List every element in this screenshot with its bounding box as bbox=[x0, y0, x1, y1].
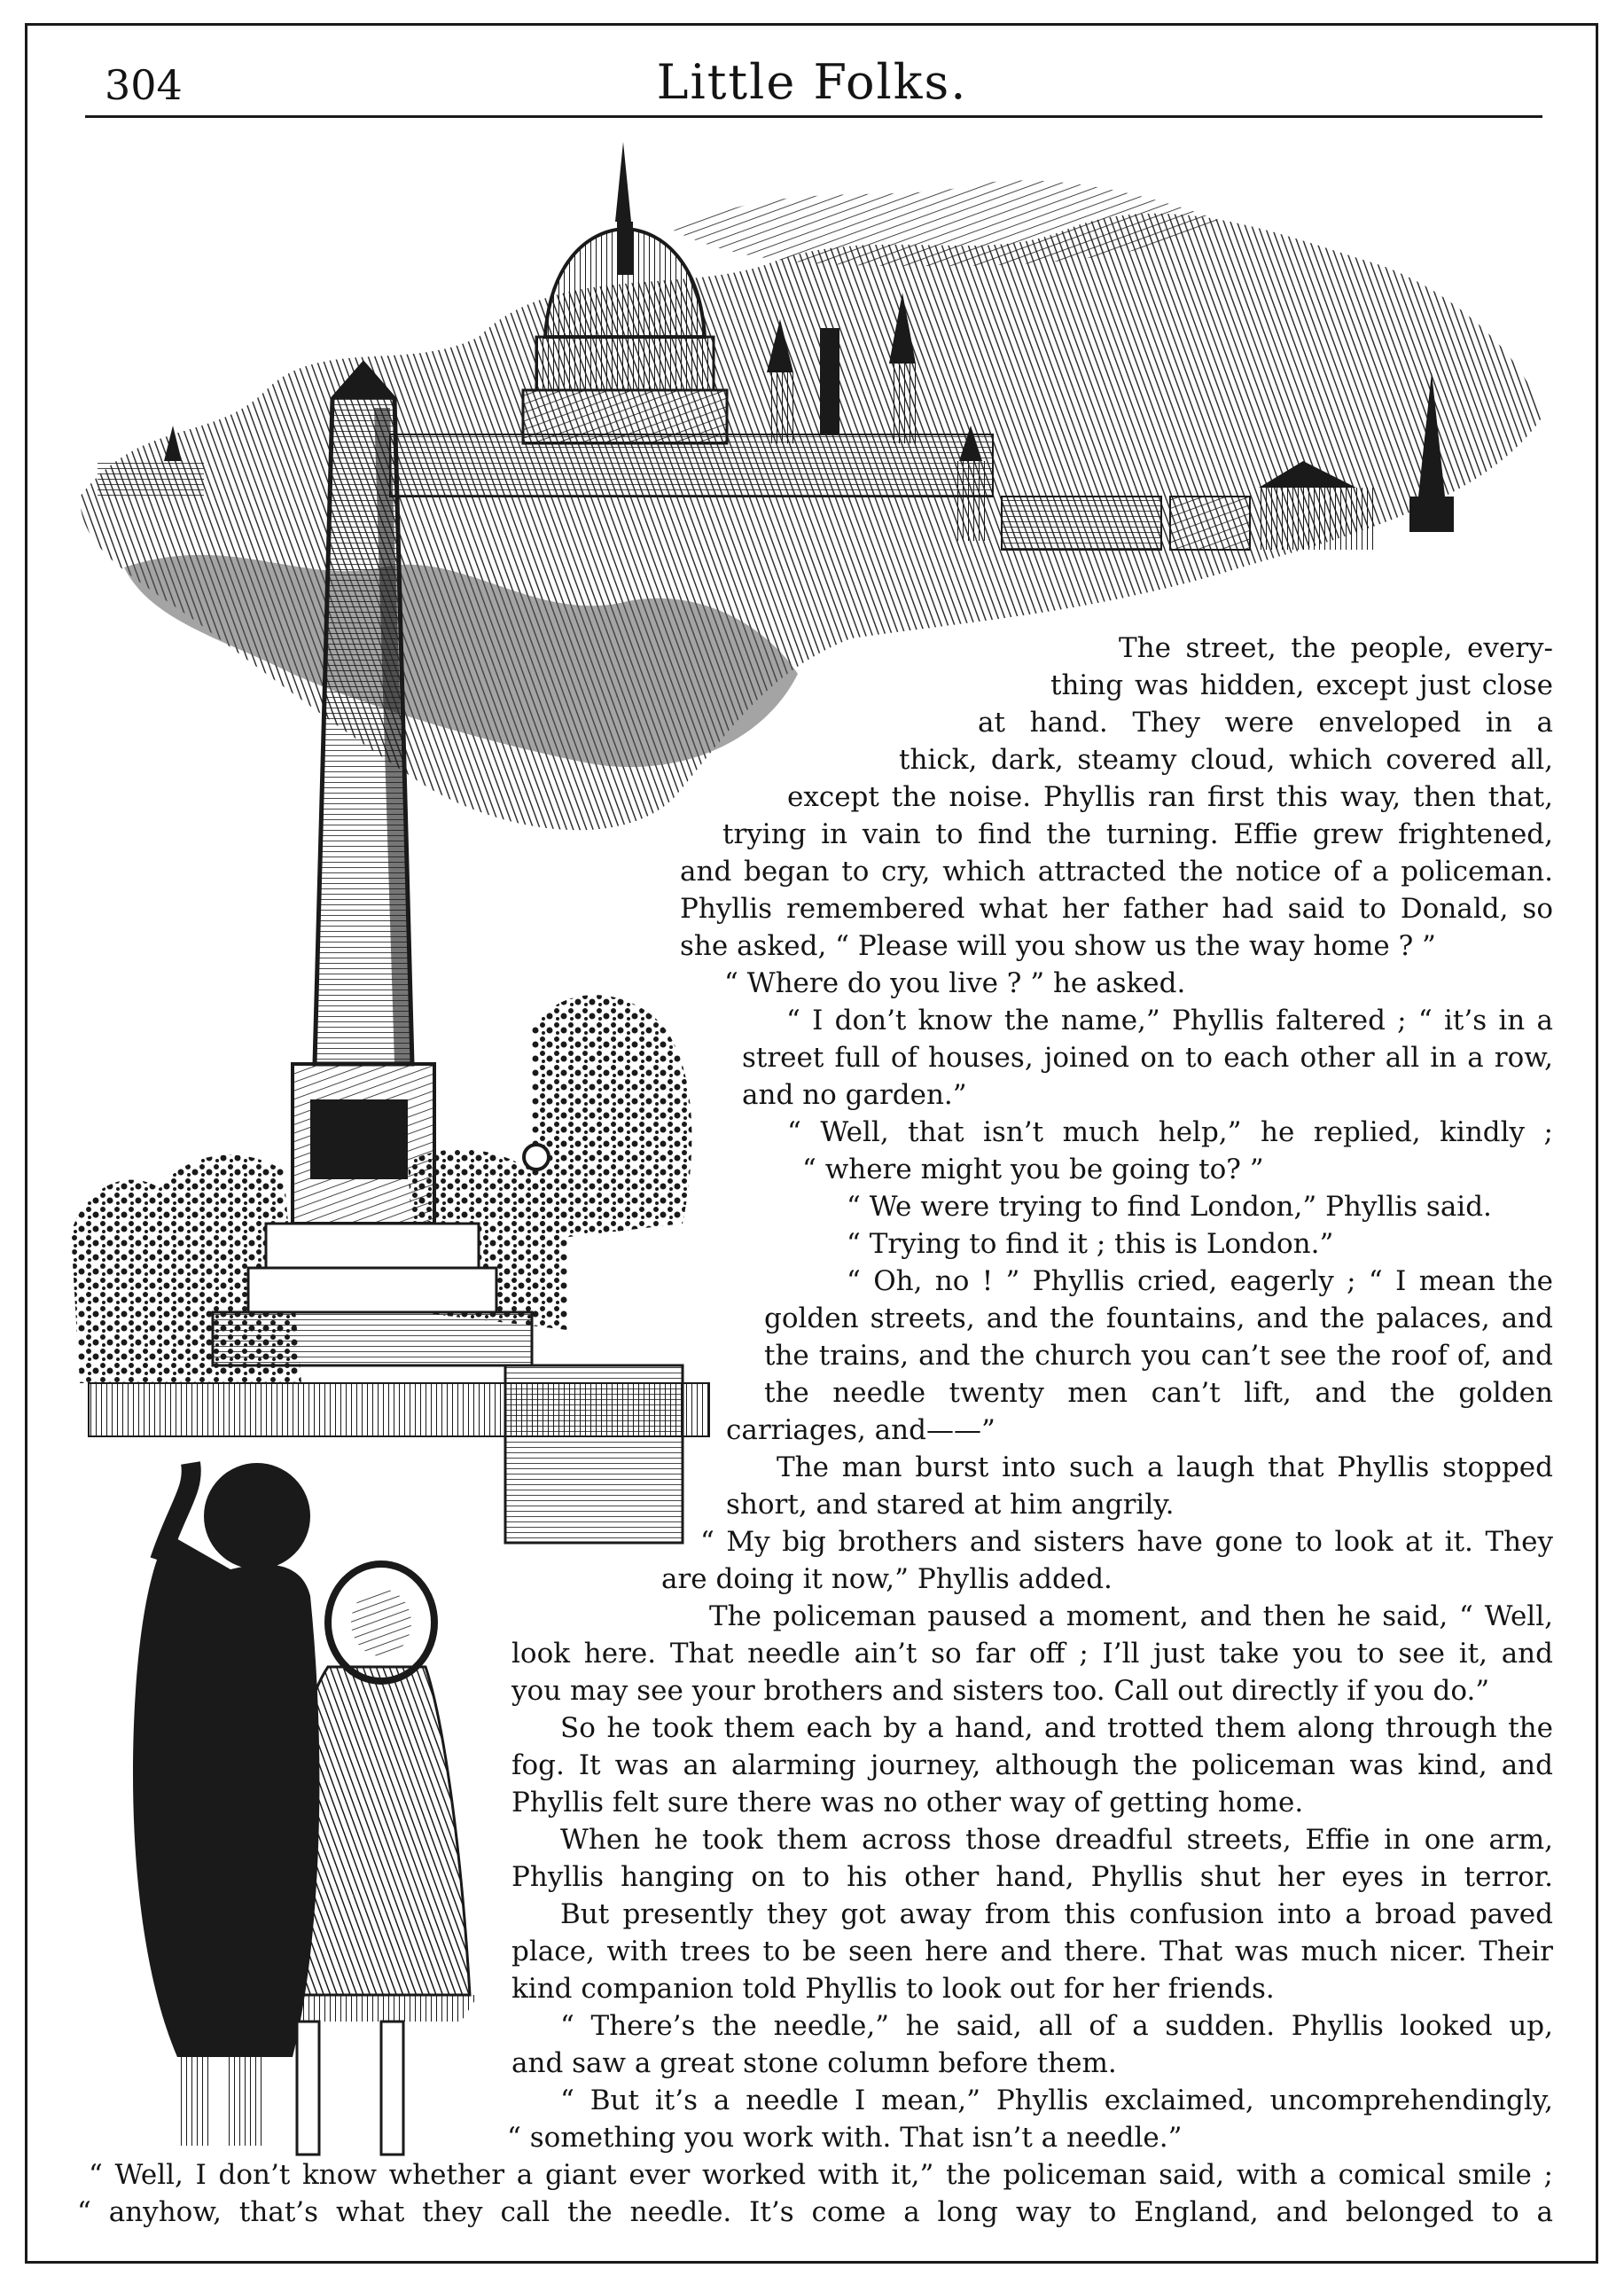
text-line-22: carriages, and——” bbox=[726, 1414, 995, 1446]
text-line-12: street full of houses, joined on to each other all in a row, bbox=[742, 1042, 1553, 1074]
text-line-40: “ But it’s a needle I mean,” Phyllis exclaimed, uncomprehendingly, bbox=[560, 2085, 1553, 2116]
text-line-42: “ Well, I don’t know whether a giant ever worked with it,” the policeman said, with a comical smile ; bbox=[89, 2159, 1553, 2191]
text-line-34: Phyllis hanging on to his other hand, Phyllis shut her eyes in terror. bbox=[511, 1861, 1553, 1893]
text-line-31: fog. It was an alarming journey, although the policeman was kind, and bbox=[511, 1749, 1553, 1781]
text-line-27: The policeman paused a moment, and then he said, “ Well, bbox=[709, 1600, 1553, 1632]
text-line-35: But presently they got away from this confusion into a broad paved bbox=[560, 1898, 1553, 1930]
text-line-36: place, with trees to be seen here and there. That was much nicer. Their bbox=[511, 1936, 1553, 1967]
text-line-17: “ Trying to find it ; this is London.” bbox=[847, 1228, 1334, 1260]
text-line-24: short, and stared at him angrily. bbox=[726, 1489, 1175, 1521]
text-line-14: “ Well, that isn’t much help,” he replied, kindly ; bbox=[787, 1116, 1553, 1148]
text-line-28: look here. That needle ain’t so far off ; I’ll just take you to see it, and bbox=[511, 1638, 1553, 1670]
text-line-39: and saw a great stone column before them. bbox=[511, 2047, 1117, 2079]
running-title: Little Folks. bbox=[656, 54, 968, 110]
text-line-11: “ I don’t know the name,” Phyllis faltered ; “ it’s in a bbox=[786, 1005, 1553, 1036]
obelisk-cleopatras-needle bbox=[315, 364, 412, 1064]
text-line-1: The street, the people, every- bbox=[1119, 632, 1553, 664]
text-line-9: she asked, “ Please will you show us the way home ? ” bbox=[680, 930, 1436, 962]
text-line-6: trying in vain to find the turning. Effie grew frightened, bbox=[722, 818, 1553, 850]
text-line-3: at hand. They were enveloped in a bbox=[978, 707, 1553, 739]
text-line-43: “ anyhow, that’s what they call the needle. It’s come a long way to England, and belonged to a bbox=[77, 2196, 1553, 2228]
text-line-7: and began to cry, which attracted the notice of a policeman. bbox=[680, 856, 1553, 888]
text-line-38: “ There’s the needle,” he said, all of a sudden. Phyllis looked up, bbox=[560, 2010, 1553, 2042]
text-line-4: thick, dark, steamy cloud, which covered all, bbox=[899, 744, 1553, 776]
text-line-23: The man burst into such a laugh that Phyllis stopped bbox=[777, 1451, 1553, 1483]
text-line-8: Phyllis remembered what her father had said to Donald, so bbox=[680, 893, 1553, 925]
text-line-13: and no garden.” bbox=[742, 1079, 967, 1111]
text-line-16: “ We were trying to find London,” Phyllis said. bbox=[847, 1191, 1492, 1223]
text-line-10: “ Where do you live ? ” he asked. bbox=[724, 967, 1186, 999]
text-line-25: “ My big brothers and sisters have gone to look at it. They bbox=[700, 1526, 1553, 1558]
text-line-19: golden streets, and the fountains, and the palaces, and bbox=[764, 1302, 1553, 1334]
text-line-30: So he took them each by a hand, and trotted them along through the bbox=[560, 1712, 1553, 1744]
text-line-37: kind companion told Phyllis to look out for her friends. bbox=[511, 1973, 1275, 2005]
text-line-21: the needle twenty men can’t lift, and the golden bbox=[764, 1377, 1553, 1409]
page-number: 304 bbox=[105, 61, 183, 109]
text-line-5: except the noise. Phyllis ran first this way, then that, bbox=[787, 781, 1553, 813]
text-line-26: are doing it now,” Phyllis added. bbox=[661, 1563, 1113, 1595]
text-line-32: Phyllis felt sure there was no other way of getting home. bbox=[511, 1787, 1304, 1819]
text-line-33: When he took them across those dreadful streets, Effie in one arm, bbox=[560, 1824, 1553, 1856]
text-line-20: the trains, and the church you can’t see the roof of, and bbox=[764, 1340, 1553, 1372]
text-line-2: thing was hidden, except just close bbox=[1050, 669, 1553, 701]
text-line-18: “ Oh, no ! ” Phyllis cried, eagerly ; “ I mean the bbox=[847, 1265, 1553, 1297]
text-line-15: “ where might you be going to? ” bbox=[802, 1154, 1264, 1185]
text-line-29: you may see your brothers and sisters too. Call out directly if you do.” bbox=[511, 1675, 1490, 1707]
text-line-41: “ something you work with. That isn’t a needle.” bbox=[507, 2122, 1183, 2154]
